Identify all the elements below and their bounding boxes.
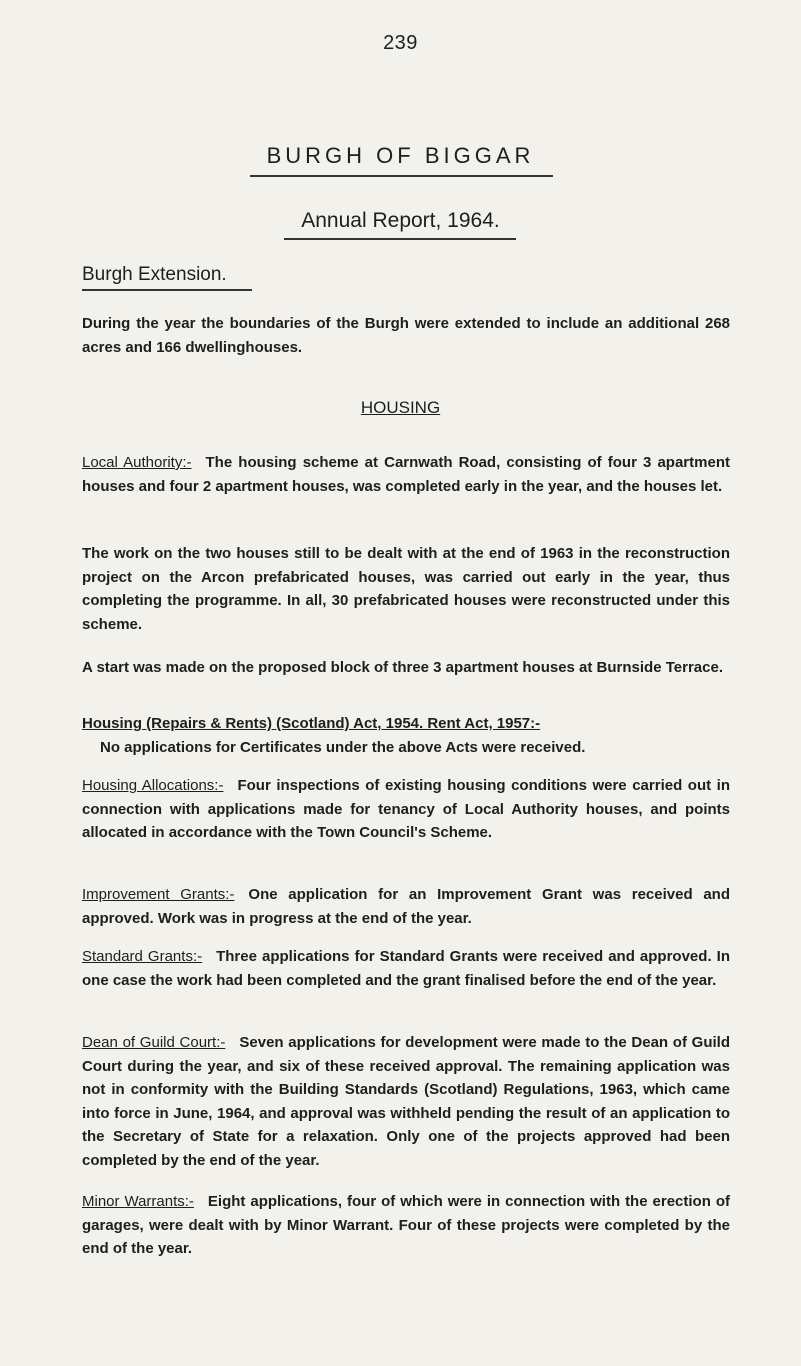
local-authority-paragraph — [82, 451, 730, 498]
local-authority-text: The housing scheme at Carnwath Road, consisting of four 3 apartment houses and four 2 apartment houses, was completed early in the year, and the houses let. — [82, 454, 730, 495]
document-subtitle: Annual Report, 1964. — [301, 209, 500, 232]
allocations-label: Housing Allocations:- — [82, 777, 224, 794]
minor-warrants-paragraph — [82, 1190, 730, 1261]
minor-warrants-text: Eight applications, four of which were in connection with the erection of garages, were dealt with by Minor Warrant. Four of these projects were completed by the end of the year. — [82, 1193, 730, 1257]
local-authority-label: Local Authority:- — [82, 454, 192, 471]
page-number: 239 — [383, 32, 418, 54]
document-title: BURGH OF BIGGAR — [266, 143, 535, 168]
dean-of-guild-paragraph — [82, 1031, 730, 1172]
allocations-text: Four inspections of existing housing conditions were carried out in connection with applications made for tenancy of Local Authority houses, and points allocated in accordance with the Town Council's Scheme. — [82, 777, 731, 841]
repairs-rents-label: Housing (Repairs & Rents) (Scotland) Act, 1954. Rent Act, 1957:- — [82, 715, 541, 732]
allocations-paragraph — [82, 774, 730, 845]
dean-of-guild-label: Dean of Guild Court:- — [82, 1034, 226, 1051]
burnside-paragraph: A start was made on the proposed block of three 3 apartment houses at Burnside Terrace. — [82, 659, 723, 676]
subtitle-underline — [284, 238, 516, 240]
improvement-grants-text: One application for an Improvement Grant was received and approved. Work was in progress at the end of the year. — [82, 886, 730, 927]
standard-grants-label: Standard Grants:- — [82, 948, 203, 965]
dean-of-guild-text: Seven applications for development were made to the Dean of Guild Court during the year, and six of these received approval. The remaining application was not in conformity with the Building Standards (Scotland) Regulations, 1963, which came into force in June, 1964, and approval was withheld pending the result of an application to the Secretary of State for a relaxation. Only one of the projects approved had been completed by the end of the year. — [82, 1034, 730, 1169]
minor-warrants-label: Minor Warrants:- — [82, 1193, 194, 1210]
repairs-rents-block — [82, 712, 730, 759]
improvement-grants-label: Improvement Grants:- — [82, 886, 235, 903]
burgh-extension-heading: Burgh Extension. — [82, 264, 227, 285]
burgh-extension-paragraph: During the year the boundaries of the Burgh were extended to include an additional 268 acres and 166 dwellinghouses. — [82, 315, 730, 356]
title-underline — [250, 175, 553, 177]
standard-grants-paragraph — [82, 945, 730, 992]
improvement-grants-paragraph — [82, 883, 730, 930]
repairs-rents-text: No applications for Certificates under the above Acts were received. — [100, 738, 586, 756]
arcon-paragraph: The work on the two houses still to be dealt with at the end of 1963 in the reconstruction project on the Arcon prefabricated houses, was carried out early in the year, thus completing the programme. In all, 30 prefabricated houses were reconstructed under this scheme. — [82, 545, 730, 633]
housing-heading-text: HOUSING — [360, 398, 441, 417]
burgh-extension-underline — [82, 289, 252, 291]
standard-grants-text: Three applications for Standard Grants were received and approved. In one case the work had been completed and the grant finalised before the end of the year. — [82, 948, 730, 989]
housing-heading — [0, 398, 801, 418]
